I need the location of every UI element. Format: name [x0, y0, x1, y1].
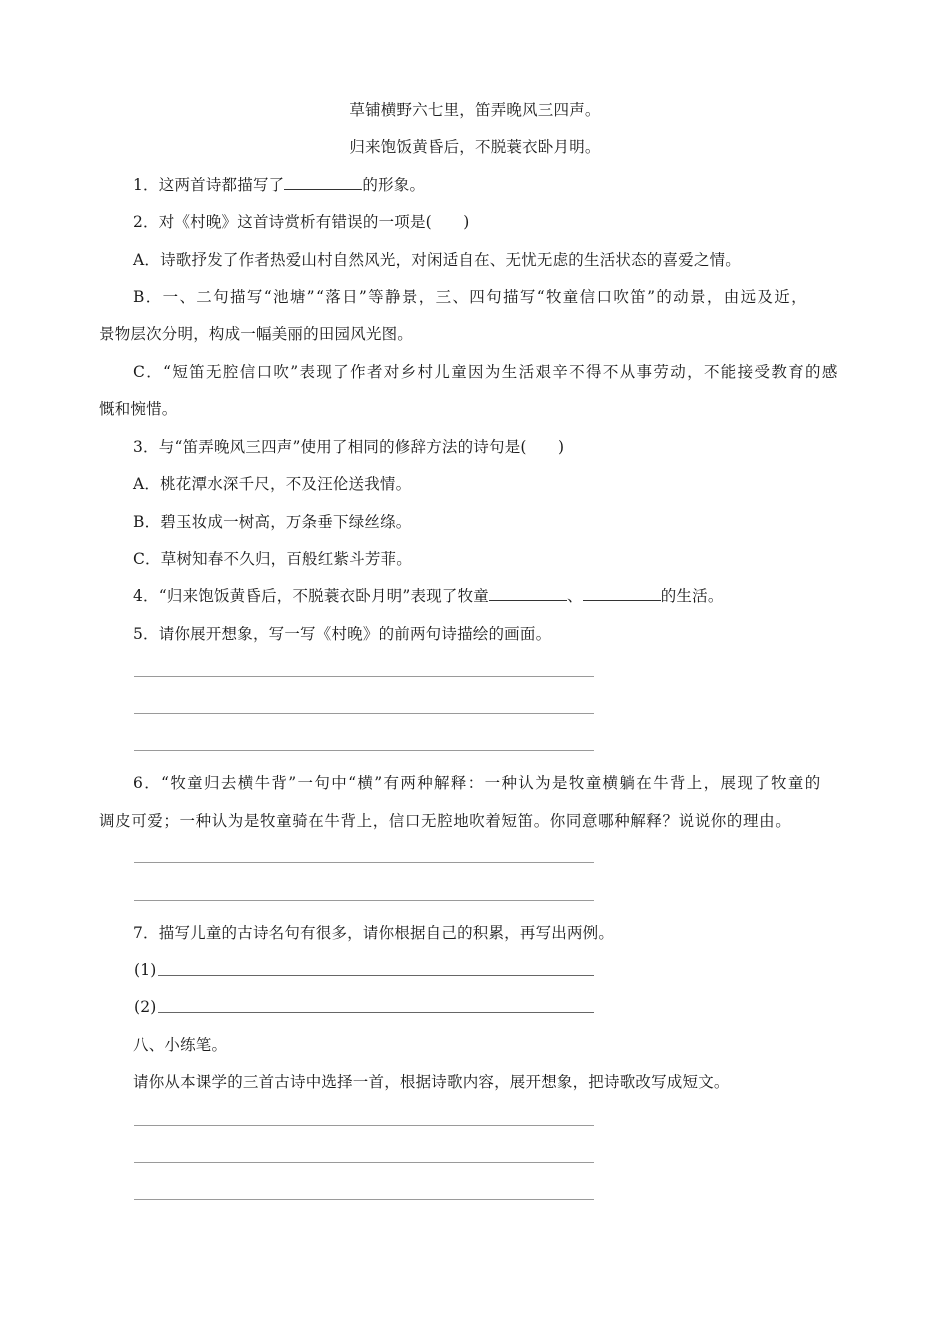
answer-line[interactable] [134, 750, 594, 751]
poem-line-1: 草铺横野六七里，笛弄晚风三四声。 [349, 101, 601, 119]
option-2c-cont: 慨和惋惜。 [99, 400, 178, 418]
question-4-tail: 的生活。 [660, 587, 724, 605]
question-4-sep: 、 [567, 587, 583, 605]
question-3: 3．与“笛弄晚风三四声”使用了相同的修辞方法的诗句是( ) [133, 438, 565, 456]
answer-blank[interactable] [489, 586, 567, 601]
answer-blank[interactable] [284, 175, 362, 190]
question-5: 5．请你展开想象，写一写《村晚》的前两句诗描绘的画面。 [133, 625, 552, 643]
option-2b-cont: 景物层次分明，构成一幅美丽的田园风光图。 [99, 325, 414, 343]
option-3c: C．草树知春不久归，百般红紫斗芳菲。 [133, 550, 412, 568]
option-3a: A．桃花潭水深千尺，不及汪伦送我情。 [133, 475, 412, 493]
answer-line[interactable] [134, 1162, 594, 1163]
section-8-prompt: 请你从本课学的三首古诗中选择一首，根据诗歌内容，展开想象，把诗歌改写成短文。 [133, 1073, 730, 1091]
answer-line[interactable] [134, 862, 594, 863]
answer-line[interactable] [134, 676, 594, 677]
question-7-item-1: (1) [134, 961, 157, 979]
option-3b: B．碧玉妆成一树高，万条垂下绿丝绦。 [133, 513, 412, 531]
answer-line[interactable] [134, 1125, 594, 1126]
answer-line[interactable] [134, 1199, 594, 1200]
option-2c: C．“短笛无腔信口吹”表现了作者对乡村儿童因为生活艰辛不得不从事劳动，不能接受教育的感 [133, 363, 839, 381]
question-7: 7．描写儿童的古诗名句有很多，请你根据自己的积累，再写出两例。 [133, 924, 615, 942]
answer-line[interactable] [158, 1012, 594, 1013]
answer-blank[interactable] [583, 586, 661, 601]
question-1-text: 1．这两首诗都描写了 [133, 176, 285, 194]
question-6: 6．“牧童归去横牛背”一句中“横”有两种解释：一种认为是牧童横躺在牛背上，展现了牧童的 [133, 774, 822, 792]
question-1 [133, 175, 425, 195]
answer-line[interactable] [134, 713, 594, 714]
question-4-text: 4．“归来饱饭黄昏后，不脱蓑衣卧月明”表现了牧童 [133, 587, 490, 605]
answer-line[interactable] [158, 975, 594, 976]
option-2a: A．诗歌抒发了作者热爱山村自然风光，对闲适自在、无忧无虑的生活状态的喜爱之情。 [133, 251, 741, 269]
answer-line[interactable] [134, 900, 594, 901]
section-8-title: 八、小练笔。 [133, 1036, 228, 1054]
poem-line-2: 归来饱饭黄昏后，不脱蓑衣卧月明。 [349, 138, 601, 156]
option-2b: B．一、二句描写“池塘”“落日”等静景，三、四句描写“牧童信口吹笛”的动景，由远及近， [133, 288, 808, 306]
question-4 [133, 586, 724, 606]
question-7-item-2: (2) [134, 998, 157, 1016]
question-6-cont: 调皮可爱；一种认为是牧童骑在牛背上，信口无腔地吹着短笛。你同意哪种解释？说说你的理由。 [99, 812, 792, 830]
question-2: 2．对《村晚》这首诗赏析有错误的一项是( ) [133, 213, 470, 231]
question-1-tail: 的形象。 [362, 176, 426, 194]
